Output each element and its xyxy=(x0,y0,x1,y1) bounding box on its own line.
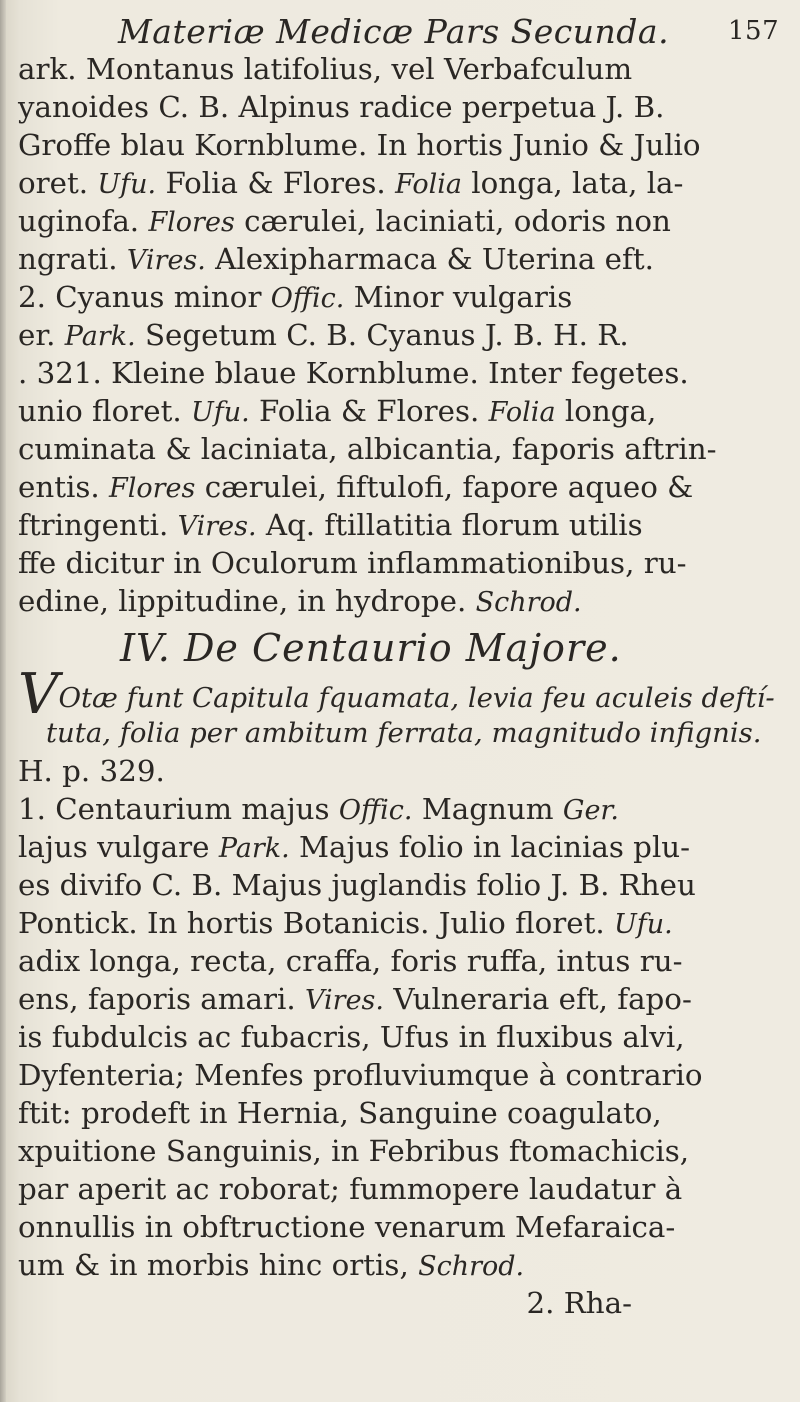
text-line xyxy=(18,164,788,202)
line-text: ffe dicitur in Oculorum inflammationibus, ru- xyxy=(18,546,687,580)
text-line xyxy=(18,506,788,544)
line-text: ngrati. xyxy=(18,242,127,276)
italic-term: Vires. xyxy=(177,511,257,542)
text-line xyxy=(18,240,788,278)
italic-term: Folia xyxy=(395,169,462,200)
line-text: entis. xyxy=(18,470,110,504)
italic-term: Flores xyxy=(109,473,196,504)
running-title: Materiæ Medicæ Pars Secunda. xyxy=(118,12,670,51)
line-text: 1. Centaurium majus xyxy=(18,792,339,826)
line-text: Alexipharmaca & Uterina eft. xyxy=(205,242,654,276)
italic-term: Folia xyxy=(488,397,556,428)
line-text: yanoides C. B. Alpinus radice perpetua J. B. xyxy=(18,90,665,124)
italic-term: Offic. xyxy=(270,283,345,314)
line-text: Aq. ftillatitia florum utilis xyxy=(256,508,643,542)
text-line xyxy=(18,980,788,1018)
italic-term: Ufu. xyxy=(614,909,673,940)
catchword: 2. Rha- xyxy=(526,1286,632,1320)
text-line xyxy=(18,582,788,620)
line-text: is fubdulcis ac fubacris, Ufus in fluxibus alvi, xyxy=(18,1020,685,1054)
line-text: um & in morbis hinc ortis, xyxy=(18,1248,419,1282)
line-text: Folia & Flores. xyxy=(249,394,489,428)
line-text: unio floret. xyxy=(18,394,191,428)
page-number: 157 xyxy=(728,16,780,46)
text-line xyxy=(18,50,788,88)
line-text: oret. xyxy=(18,166,98,200)
text-line xyxy=(18,942,788,980)
section-note-line: tuta, folia per ambitum ferrata, magnitudo infignis. xyxy=(46,717,762,749)
text-line xyxy=(18,392,788,430)
line-text: ark. Montanus latifolius, vel Verbafculum xyxy=(18,52,633,86)
text-line xyxy=(18,430,788,468)
line-text: Segetum C. B. Cyanus J. B. H. R. xyxy=(135,318,629,352)
text-line xyxy=(18,866,788,904)
text-line xyxy=(18,354,788,392)
line-text: 2. Cyanus minor xyxy=(18,280,271,314)
text-line xyxy=(18,1132,788,1170)
line-text: par aperit ac roborat; fummopere laudatur à xyxy=(18,1172,683,1206)
line-text: ens, faporis amari. xyxy=(18,982,306,1016)
italic-term: Park. xyxy=(218,833,290,864)
line-text: Folia & Flores. xyxy=(156,166,396,200)
text-line xyxy=(18,1018,788,1056)
line-text: Magnum xyxy=(412,792,563,826)
section-note-line: VOtæ funt Capitula fquamata, levia feu aculeis deftí- xyxy=(18,662,775,727)
line-text: ftringenti. xyxy=(18,508,178,542)
text-line xyxy=(18,1170,788,1208)
italic-term: Schrod. xyxy=(475,587,582,618)
line-text: cuminata & laciniata, albicantia, faporis aftrin- xyxy=(18,432,717,466)
line-text: Vulneraria eft, fapo- xyxy=(384,982,692,1016)
text-line xyxy=(18,126,788,164)
text-line xyxy=(18,790,788,828)
italic-term: Vires. xyxy=(126,245,206,276)
text-block-cyanus xyxy=(18,50,788,620)
line-text: Majus folio in lacinias plu- xyxy=(289,830,691,864)
text-line xyxy=(18,202,788,240)
text-block-centaurium xyxy=(18,790,788,1284)
text-line xyxy=(18,1094,788,1132)
line-text: Minor vulgaris xyxy=(344,280,573,314)
italic-term: Vires. xyxy=(305,985,384,1016)
section-heading: IV. De Centaurio Majore. xyxy=(120,626,622,670)
italic-term: Offic. xyxy=(338,795,413,826)
line-text: cærulei, fiftulofi, fapore aqueo & xyxy=(195,470,694,504)
text-line xyxy=(18,278,788,316)
text-line xyxy=(18,904,788,942)
line-text: adix longa, recta, craffa, foris ruffa, intus ru- xyxy=(18,944,683,978)
line-text: onnullis in obftructione venarum Mefaraica- xyxy=(18,1210,676,1244)
text-line xyxy=(18,1246,788,1284)
line-text: Pontick. In hortis Botanicis. Julio floret. xyxy=(18,906,615,940)
text-line xyxy=(18,468,788,506)
italic-term: Schrod. xyxy=(418,1251,525,1282)
section-reference: H. p. 329. xyxy=(18,754,165,788)
line-text: edine, lippitudine, in hydrope. xyxy=(18,584,476,618)
line-text: cærulei, laciniati, odoris non xyxy=(234,204,671,238)
page-gutter-shadow xyxy=(0,0,6,1402)
text-line xyxy=(18,828,788,866)
text-line xyxy=(18,88,788,126)
line-text: xpuitione Sanguinis, in Febribus ftomachicis, xyxy=(18,1134,690,1168)
line-text: er. xyxy=(18,318,65,352)
running-header xyxy=(0,6,800,51)
line-text: ftit: prodeft in Hernia, Sanguine coagulato, xyxy=(18,1096,662,1130)
italic-term: Flores xyxy=(148,207,235,238)
line-text: longa, xyxy=(555,394,657,428)
italic-term: Ufu. xyxy=(190,397,250,428)
line-text: uginofa. xyxy=(18,204,149,238)
line-text: Dyfenteria; Menfes profluviumque à contrario xyxy=(18,1058,703,1092)
page-body xyxy=(18,50,788,1322)
text-line xyxy=(18,316,788,354)
italic-term: Ger. xyxy=(562,795,619,826)
italic-term: Park. xyxy=(64,321,136,352)
line-text: longa, lata, la- xyxy=(461,166,684,200)
text-line xyxy=(18,544,788,582)
line-text: . 321. Kleine blaue Kornblume. Inter fegetes. xyxy=(18,356,689,390)
text-line xyxy=(18,1056,788,1094)
line-text: Groffe blau Kornblume. In hortis Junio & Julio xyxy=(18,128,701,162)
line-text: lajus vulgare xyxy=(18,830,219,864)
drop-capital: V xyxy=(18,662,59,727)
line-text: es divifo C. B. Majus juglandis folio J. B. Rheu xyxy=(18,868,696,902)
text-line xyxy=(18,1208,788,1246)
italic-term: Ufu. xyxy=(97,169,157,200)
